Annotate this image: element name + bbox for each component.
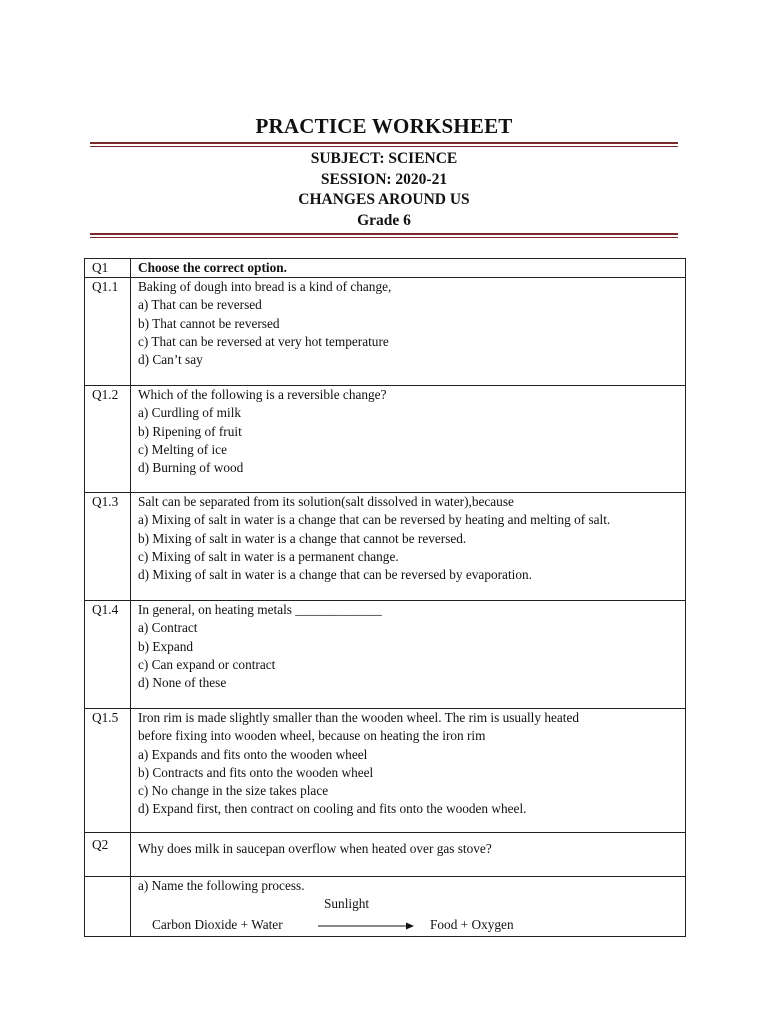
question-text: Salt can be separated from its solution(salt dissolved in water),because bbox=[138, 494, 514, 510]
question-number: Q1.4 bbox=[85, 601, 131, 709]
products: Food + Oxygen bbox=[430, 917, 514, 933]
table-row bbox=[85, 601, 686, 709]
worksheet-title: PRACTICE WORKSHEET bbox=[255, 114, 513, 138]
question-text: Iron rim is made slightly smaller than the wooden wheel. The rim is usually heated bbox=[138, 710, 580, 726]
subject-line: SUBJECT: SCIENCE bbox=[310, 150, 458, 167]
reaction-arrow-icon bbox=[318, 921, 414, 931]
option-d: d) Burning of wood bbox=[138, 460, 244, 476]
question-number: Q1.5 bbox=[85, 709, 131, 833]
question-number: Q1.2 bbox=[85, 386, 131, 493]
question-text-continued: before fixing into wooden wheel, because on heating the iron rim bbox=[138, 728, 486, 744]
question-body bbox=[131, 493, 686, 601]
option-d: d) Mixing of salt in water is a change that can be reversed by evaporation. bbox=[138, 567, 532, 583]
process-equation bbox=[138, 877, 685, 936]
question-text: Which of the following is a reversible change? bbox=[138, 387, 387, 403]
table-row bbox=[85, 833, 686, 877]
option-a: a) Expands and fits onto the wooden wheel bbox=[138, 746, 368, 762]
option-a: a) Contract bbox=[138, 620, 198, 636]
table-row bbox=[85, 493, 686, 601]
question-text: Baking of dough into bread is a kind of change, bbox=[138, 279, 392, 295]
question-table bbox=[84, 258, 686, 937]
reactants: Carbon Dioxide + Water bbox=[152, 917, 283, 933]
option-d: d) Can’t say bbox=[138, 352, 203, 368]
chapter-line: CHANGES AROUND US bbox=[298, 191, 470, 208]
option-b: b) That cannot be reversed bbox=[138, 315, 280, 331]
question-body bbox=[131, 877, 686, 937]
question-text: In general, on heating metals _____________ bbox=[138, 602, 382, 618]
option-c: c) Can expand or contract bbox=[138, 656, 276, 672]
table-row bbox=[85, 877, 686, 937]
question-text: a) Name the following process. bbox=[138, 878, 305, 894]
question-number: Q1.3 bbox=[85, 493, 131, 601]
option-a: a) That can be reversed bbox=[138, 297, 262, 313]
question-number: Q1.1 bbox=[85, 278, 131, 386]
option-c: c) Melting of ice bbox=[138, 441, 227, 457]
option-c: c) That can be reversed at very hot temperature bbox=[138, 333, 389, 349]
table-row bbox=[85, 386, 686, 493]
table-row bbox=[85, 259, 686, 278]
option-b: b) Mixing of salt in water is a change that cannot be reversed. bbox=[138, 530, 467, 546]
question-body bbox=[131, 601, 686, 709]
session-line: SESSION: 2020-21 bbox=[320, 171, 448, 188]
option-c: c) No change in the size takes place bbox=[138, 783, 329, 799]
question-body bbox=[131, 709, 686, 833]
question-text: Why does milk in saucepan overflow when heated over gas stove? bbox=[138, 841, 492, 857]
question-number: Q1 bbox=[85, 259, 131, 278]
option-c: c) Mixing of salt in water is a permanent change. bbox=[138, 548, 399, 564]
option-a: a) Mixing of salt in water is a change that can be reversed by heating and melting of salt. bbox=[138, 512, 611, 528]
option-b: b) Ripening of fruit bbox=[138, 423, 242, 439]
question-body bbox=[131, 278, 686, 386]
option-b: b) Contracts and fits onto the wooden wheel bbox=[138, 764, 374, 780]
question-body bbox=[131, 833, 686, 877]
option-a: a) Curdling of milk bbox=[138, 405, 242, 421]
option-b: b) Expand bbox=[138, 638, 194, 654]
table-row bbox=[85, 278, 686, 386]
bottom-divider bbox=[90, 233, 678, 238]
question-instruction: Choose the correct option. bbox=[131, 259, 686, 278]
question-number: Q2 bbox=[85, 833, 131, 877]
option-d: d) Expand first, then contract on cooling and fits onto the wooden wheel. bbox=[138, 801, 527, 817]
table-row bbox=[85, 709, 686, 833]
top-divider bbox=[90, 142, 678, 147]
grade-line: Grade 6 bbox=[357, 212, 411, 229]
question-body bbox=[131, 386, 686, 493]
question-number bbox=[85, 877, 131, 937]
reaction-condition: Sunlight bbox=[324, 896, 370, 912]
option-d: d) None of these bbox=[138, 675, 227, 691]
